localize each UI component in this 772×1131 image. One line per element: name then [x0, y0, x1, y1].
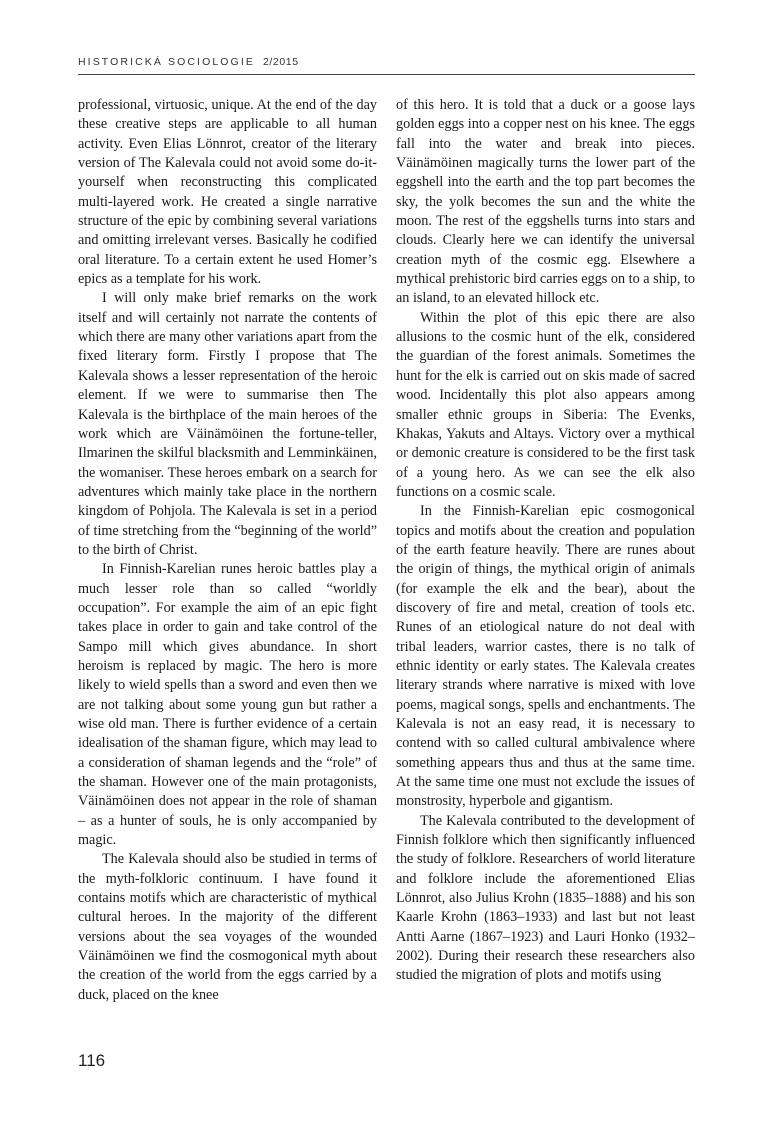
- right-column: [396, 96, 695, 986]
- journal-title: HISTORICKÁ SOCIOLOGIE: [78, 56, 255, 68]
- page-number: 116: [78, 1051, 106, 1070]
- paragraph: The Kalevala should also be studied in terms of the myth-folkloric continuum. I have found it contains motifs which are characteristic of mythical cultural heroes. In the majority of the different versions about the sea voyages of the wounded Väinämöinen we find the cosmogonical myth about the creation of the world from the eggs carried by a duck, placed on the knee: [78, 851, 377, 1003]
- paragraph: professional, virtuosic, unique. At the end of the day these creative steps are applicable to all human activity. Even Elias Lönnrot, creator of the literary version of The Kalevala could not avoid some do-it-yourself when reconstructing this complicated multi-layered work. He created a single narrative structure of the epic by combining several variations and omitting irrelevant verses. Basically he codified oral literature. To a certain extent he used Homer’s epics as a template for his work.: [78, 97, 377, 288]
- paragraph: Within the plot of this epic there are also allusions to the cosmic hunt of the elk, considered the guardian of the forest animals. Sometimes the hunt for the elk is carried out on skis made of sacred wood. Incidentally this plot also appears among smaller ethnic groups in Siberia: The Evenks, Khakas, Yakuts and Altays. Victory over a mythical or demonic creature is considered to be the first task of a young hero. As we can see the elk also functions on a cosmic scale.: [396, 309, 695, 500]
- left-column: [78, 96, 377, 1005]
- header-rule: [78, 74, 695, 75]
- paragraph: I will only make brief remarks on the work itself and will certainly not narrate the contents of which there are many other variations apart from the fixed literary form. Firstly I propose that The Kalevala shows a lesser representation of the heroic element. If we were to summarise then The Kalevala is the birthplace of the main heroes of the work which are Väinämöinen the fortune-teller, Ilmarinen the skilful blacksmith and Lemminkäinen, the womaniser. These heroes embark on a search for adventures which mainly take place in the northern kingdom of Pohjola. The Kalevala is set in a period of time stretching from the “beginning of the world” to the birth of Christ.: [78, 290, 377, 558]
- paragraph: In the Finnish-Karelian epic cosmogonical topics and motifs about the creation and population of the earth feature heavily. There are runes about the origin of things, the mythical origin of animals (for example the elk and the bear), about the discovery of fire and metal, creation of tools etc. Runes of an etiological nature do not deal with tribal leaders, warrior castes, there is no talk of ethnic identity or early states. The Kalevala creates literary strands where narrative is mixed with love poems, magical songs, spells and enchantments. The Kalevala is not an easy read, it is necessary to contend with so called cultural ambivalence where something appears thus and thus at the same time. At the same time one must not exclude the issues of monstrosity, hyperbole and gigantism.: [396, 503, 695, 810]
- issue-number: 2/2015: [262, 56, 299, 68]
- paragraph: The Kalevala contributed to the development of Finnish folklore which then significantly influenced the study of folklore. Researchers of world literature and folklore include the aforementioned Elias Lönnrot, also Julius Krohn (1835–1888) and his son Kaarle Krohn (1863–1933) and last but not least Antti Aarne (1867–1923) and Lauri Honko (1932–2002). During their research these researchers also studied the migration of plots and motifs using: [396, 812, 695, 984]
- paragraph: In Finnish-Karelian runes heroic battles play a much lesser role than so called “worldly occupation”. For example the aim of an epic fight takes place in order to gain and take control of the Sampo mill which gives abundance. In short heroism is replaced by magic. The hero is more likely to wield spells than a sword and even then we are not talking about some young gun but rather a wise old man. There is further evidence of a certain idealisation of the shaman figure, which may lead to a consideration of shaman legends and the “role” of the shaman. However one of the main protagonists, Väinämöinen does not appear in the role of shaman – as a hunter of souls, he is only accompanied by magic.: [78, 561, 377, 849]
- running-header: [78, 56, 694, 68]
- paragraph: of this hero. It is told that a duck or a goose lays golden eggs into a copper nest on his knee. The eggs fall into the water and break into pieces. Väinämöinen magically turns the lower part of the eggshell into the earth and the top part becomes the sky, the yolk becomes the sun and the white the moon. The rest of the eggshells turns into stars and clouds. Clearly here we can identify the universal creation myth of the cosmic egg. Elsewhere a mythical prehistoric bird carries eggs on to a ship, to an island, to an elevated hillock etc.: [396, 97, 695, 307]
